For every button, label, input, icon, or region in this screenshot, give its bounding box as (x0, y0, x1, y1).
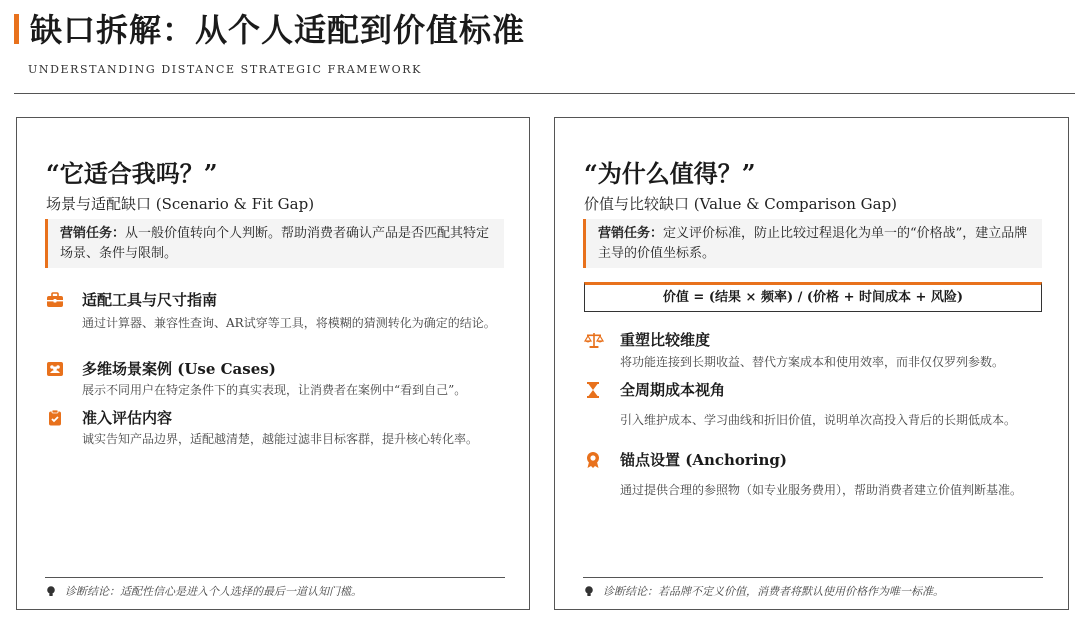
mission-label: 营销任务： (60, 226, 126, 241)
mission-box (45, 219, 504, 268)
toolbox-icon (46, 291, 64, 309)
footer-text: 诊断结论：适配性信心是进入个人选择的最后一道认知门槛。 (65, 585, 362, 598)
mission-box (583, 219, 1042, 268)
diagnosis-footer (583, 583, 944, 599)
item-desc: 通过计算器、兼容性查询、AR试穿等工具，将模糊的猜测转化为确定的结论。 (82, 316, 496, 330)
page-subtitle: UNDERSTANDING DISTANCE STRATEGIC FRAMEWORK (28, 63, 422, 76)
item-title: 锚点设置 (Anchoring) (620, 451, 787, 469)
users-icon (46, 360, 64, 378)
fit-gap-card (16, 117, 530, 610)
card-question: “它适合我吗？” (46, 159, 218, 188)
card-question: “为什么值得？” (584, 159, 756, 188)
diagnosis-footer (45, 583, 362, 599)
item-title: 全周期成本视角 (620, 381, 726, 399)
card-subtitle: 价值与比较缺口 (Value & Comparison Gap) (584, 195, 898, 213)
lightbulb-icon (583, 585, 595, 597)
item-title: 重塑比较维度 (620, 331, 711, 349)
item-desc: 将功能连接到长期收益、替代方案成本和使用效率，而非仅仅罗列参数。 (620, 355, 1005, 369)
item-desc: 展示不同用户在特定条件下的真实表现，让消费者在案例中“看到自己”。 (82, 383, 467, 397)
lightbulb-icon (45, 585, 57, 597)
footer-divider (45, 577, 505, 578)
mission-text: 从一般价值转向个人判断。帮助消费者确认产品是否匹配其特定场景、条件与限制。 (60, 226, 490, 261)
mission-text: 定义评价标准，防止比较过程退化为单一的“价格战”，建立品牌主导的价值坐标系。 (598, 226, 1028, 261)
title-accent-bar (14, 14, 19, 44)
footer-text: 诊断结论：若品牌不定义价值，消费者将默认使用价格作为唯一标准。 (603, 585, 944, 598)
hourglass-icon (584, 381, 602, 399)
item-title: 准入评估内容 (82, 409, 173, 427)
value-formula: 价值 = (结果 × 频率) / (价格 + 时间成本 + 风险) (584, 282, 1042, 312)
item-title: 多维场景案例 (Use Cases) (82, 360, 276, 378)
item-desc: 引入维护成本、学习曲线和折旧价值，说明单次高投入背后的长期低成本。 (620, 413, 1017, 427)
item-desc: 通过提供合理的参照物（如专业服务费用），帮助消费者建立价值判断基准。 (620, 483, 1023, 497)
item-desc: 诚实告知产品边界，适配越清楚，越能过滤非目标客群，提升核心转化率。 (82, 432, 479, 446)
item-title: 适配工具与尺寸指南 (82, 291, 218, 309)
footer-divider (583, 577, 1043, 578)
scale-icon (584, 331, 602, 349)
mission-label: 营销任务： (598, 226, 664, 241)
award-icon (584, 451, 602, 469)
value-gap-card (554, 117, 1069, 610)
page-title: 缺口拆解：从个人适配到价值标准 (30, 11, 526, 49)
clipboard-check-icon (46, 409, 64, 427)
header-divider (14, 93, 1075, 94)
card-subtitle: 场景与适配缺口 (Scenario & Fit Gap) (46, 195, 315, 213)
